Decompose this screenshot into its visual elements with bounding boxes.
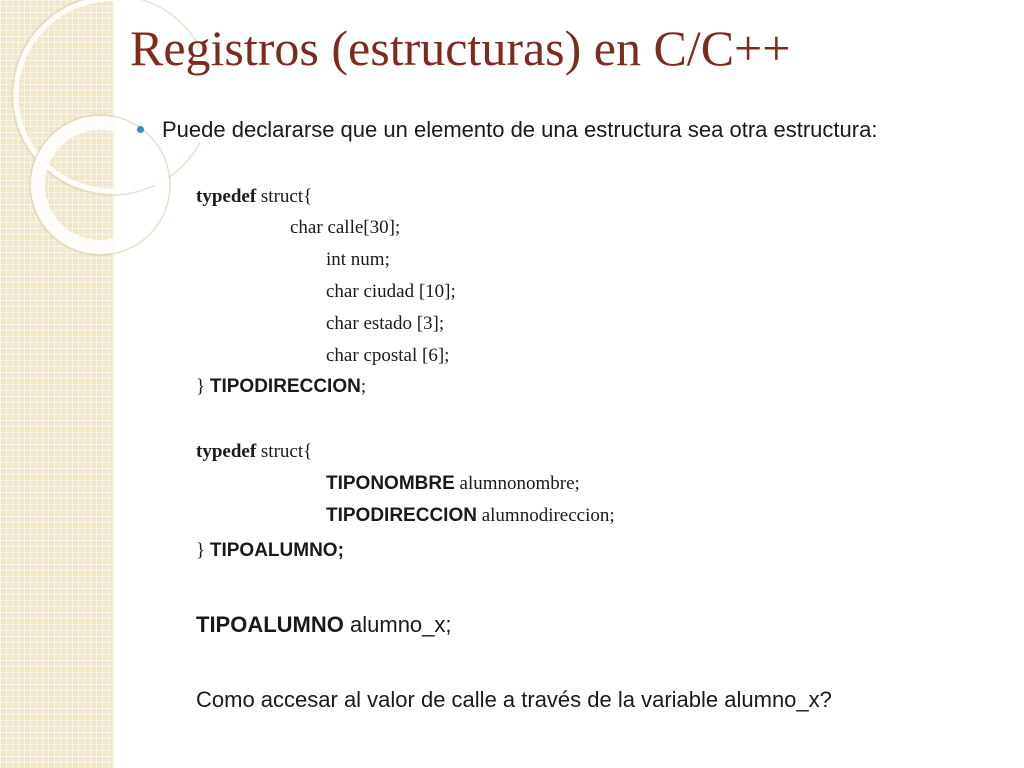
bullet-text: Puede declararse que un elemento de una estructura sea otra estructura:: [162, 117, 878, 142]
type-name-tipodireccion: TIPODIRECCION: [326, 505, 477, 526]
typedef-keyword: typedef: [196, 441, 257, 462]
declaration-line: [196, 611, 452, 639]
bullet-dot-icon: [137, 126, 144, 133]
type-name-tiponombre: TIPONOMBRE: [326, 473, 455, 494]
close-brace: }: [196, 376, 210, 397]
block1-open-line: [196, 185, 312, 209]
struct-open: struct{: [256, 186, 313, 207]
block2-close-line: [196, 539, 344, 563]
typedef-keyword: typedef: [196, 186, 257, 207]
block1-field-ciudad: char ciudad [10];: [326, 281, 456, 302]
block1-field-num: int num;: [326, 249, 390, 270]
type-name-tipoalumno: TIPOALUMNO;: [209, 540, 344, 561]
semicolon: ;: [360, 376, 367, 397]
block2-field-direccion: [326, 504, 615, 528]
close-brace: }: [196, 540, 210, 561]
block2-field-nombre: [326, 472, 580, 496]
type-name-tipoalumno: TIPOALUMNO: [196, 612, 344, 637]
block1-close-line: [196, 375, 366, 399]
block2-open-line: [196, 440, 312, 464]
block1-field-estado: char estado [3];: [326, 313, 445, 334]
field-name-alumnonombre: alumnonombre;: [454, 473, 580, 494]
question-text: Como accesar al valor de calle a través de la variable alumno_x?: [196, 687, 832, 712]
block1-field-calle: char calle[30];: [290, 217, 401, 238]
struct-open: struct{: [256, 441, 313, 462]
field-name-alumnodireccion: alumnodireccion;: [476, 505, 615, 526]
block1-field-cpostal: char cpostal [6];: [326, 345, 450, 366]
type-name-tipodireccion: TIPODIRECCION: [209, 376, 361, 397]
slide-title: Registros (estructuras) en C/C++: [130, 20, 791, 76]
variable-alumno-x: alumno_x;: [343, 612, 452, 637]
